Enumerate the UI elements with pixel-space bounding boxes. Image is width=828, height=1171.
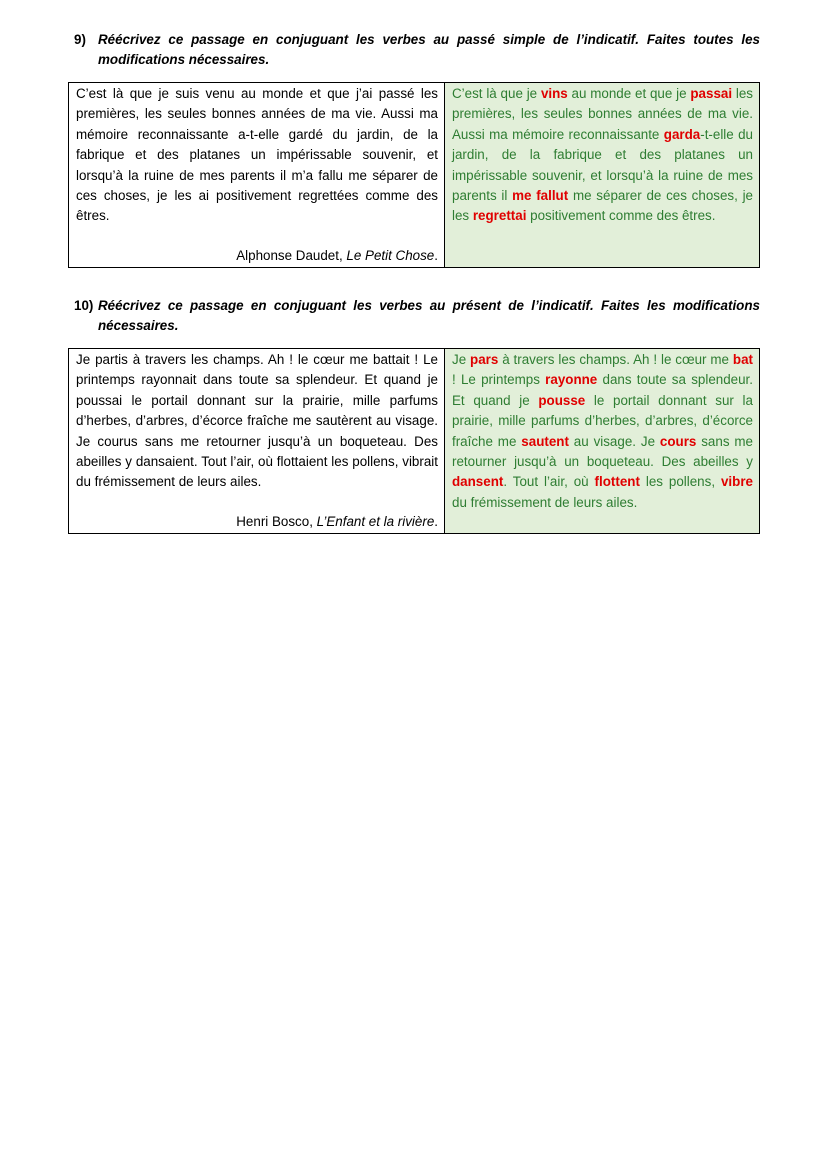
correction-text: positivement comme des êtres. bbox=[526, 208, 716, 224]
correction-text: au monde et que je bbox=[567, 86, 691, 101]
conjugated-verb: cours bbox=[659, 433, 697, 449]
conjugated-verb: vibre bbox=[720, 474, 753, 490]
author-name: Henri Bosco, bbox=[236, 513, 317, 529]
exercise-10 bbox=[68, 296, 760, 534]
passage-table bbox=[68, 82, 760, 268]
conjugated-verb: sautent bbox=[521, 433, 569, 449]
correction-text: C’est là que je bbox=[452, 86, 541, 101]
correction-text: au visage. Je bbox=[568, 433, 660, 449]
conjugated-verb: garda bbox=[663, 126, 701, 142]
source-citation bbox=[76, 512, 438, 532]
question bbox=[68, 30, 760, 70]
original-passage bbox=[69, 349, 445, 534]
conjugated-verb: flottent bbox=[594, 474, 640, 490]
question-text: Réécrivez ce passage en conjuguant les verbes au passé simple de l’indicatif. Faites toutes les modifications nécessaires. bbox=[98, 32, 760, 67]
correction-text: du frémissement de leurs ailes. bbox=[452, 494, 638, 510]
correction-text: Je bbox=[452, 352, 471, 367]
conjugated-verb: rayonne bbox=[545, 372, 598, 388]
question-text: Réécrivez ce passage en conjuguant les verbes au présent de l’indicatif. Faites les modifications nécessaires. bbox=[98, 298, 760, 333]
correction-text: le portail donnant sur la prairie, mille parfums d’herbes, d’arbres, d’écorce fraîche me bbox=[452, 392, 753, 449]
question bbox=[68, 296, 760, 336]
correction-text: . Tout l’air, où bbox=[503, 474, 595, 490]
passage-table bbox=[68, 348, 760, 534]
correction-text: ! Le printemps bbox=[452, 372, 546, 388]
correction-text: -t-elle du jardin, de la fabrique et des platanes un impérissable souvenir, et lorsqu’à la ruine de mes parents il bbox=[452, 126, 753, 204]
conjugated-verb: regrettai bbox=[472, 208, 527, 224]
conjugated-verb: me fallut bbox=[512, 188, 569, 204]
conjugated-verb: pars bbox=[470, 352, 499, 367]
source-citation bbox=[76, 246, 438, 266]
conjugated-verb: passai bbox=[690, 86, 733, 101]
author-name: Alphonse Daudet, bbox=[236, 247, 347, 263]
original-passage bbox=[69, 83, 445, 268]
original-text: Je partis à travers les champs. Ah ! le cœur me battait ! Le printemps rayonnait dans toute sa splendeur. Et quand je poussai le portail donnant sur la prairie, mille parfums d’herbes, d’arbres, d’écorce fraîche me sautèrent au visage. Je courus sans me retourner jusqu’à un boqueteau. Des abeilles y dansaient. Tout l’air, où flottaient les pollens, vibrait du frémissement de leurs ailes. bbox=[76, 352, 438, 490]
citation-end: . bbox=[434, 513, 438, 529]
conjugated-verb: pousse bbox=[538, 392, 586, 408]
work-title: L’Enfant et la rivière bbox=[316, 513, 435, 529]
correction-text: dans toute sa splendeur. Et quand je bbox=[452, 372, 753, 408]
correction-text: les pollens, bbox=[639, 474, 721, 490]
conjugated-verb: dansent bbox=[452, 474, 504, 490]
work-title: Le Petit Chose bbox=[346, 247, 435, 263]
correction-text: à travers les champs. Ah ! le cœur me bbox=[498, 352, 733, 367]
citation-end: . bbox=[434, 247, 438, 263]
correction-text: sans me retourner jusqu’à un boqueteau. Des abeilles y bbox=[452, 433, 753, 470]
question-number: 10) bbox=[74, 298, 94, 313]
correction-text: les premières, les seules bonnes années de ma vie. Aussi ma mémoire reconnaissante bbox=[452, 86, 754, 142]
corrected-passage bbox=[445, 349, 760, 534]
conjugated-verb: bat bbox=[732, 352, 753, 367]
correction-text: me séparer de ces choses, je les bbox=[452, 188, 753, 224]
question-number: 9) bbox=[74, 32, 86, 47]
conjugated-verb: vins bbox=[540, 86, 568, 101]
exercise-9 bbox=[68, 30, 760, 268]
original-text: C’est là que je suis venu au monde et que j’ai passé les premières, les seules bonnes années de ma vie. Aussi ma mémoire reconnaissante a-t-elle gardé du jardin, de la fabrique et des platanes un impérissable souvenir, et lorsqu’à la ruine de mes parents il m’a fallu me séparer de ces choses, je les ai positivement regrettées comme des êtres. bbox=[76, 86, 438, 224]
corrected-passage bbox=[445, 83, 760, 268]
